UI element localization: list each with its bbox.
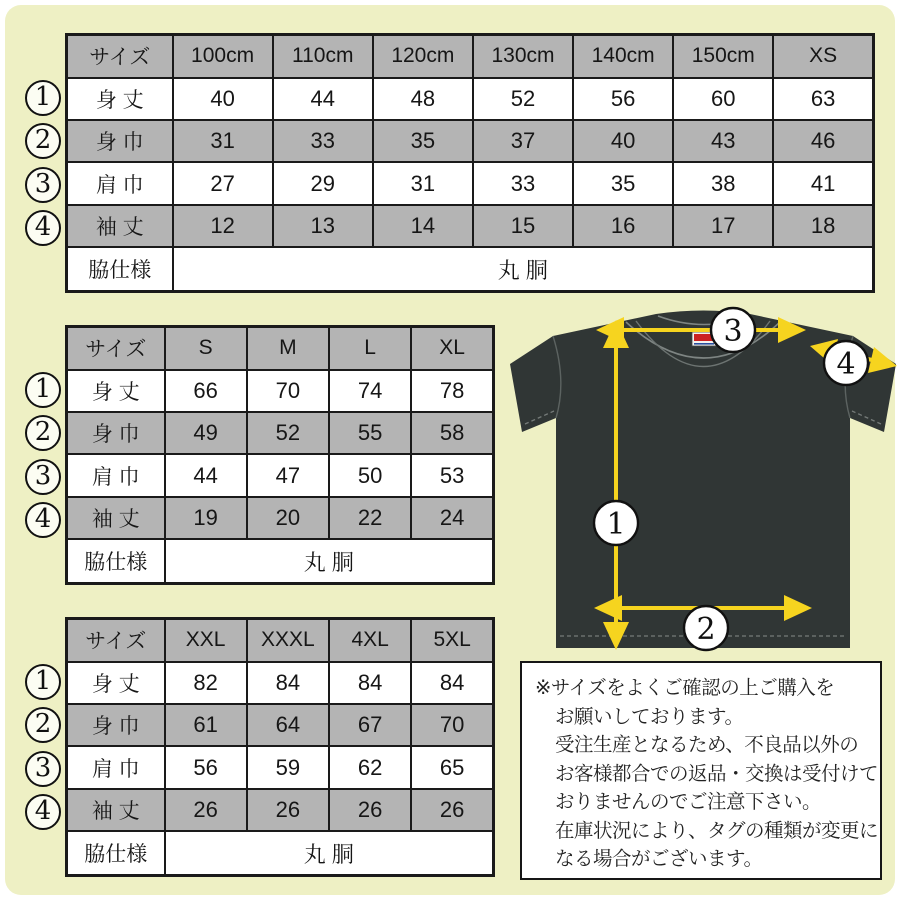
- notice-line: お客様都合での返品・交換は受付けて: [555, 762, 879, 785]
- size-value-cell: 74: [329, 370, 411, 412]
- marker-3: 3: [723, 314, 743, 349]
- size-value-cell: 33: [473, 162, 573, 204]
- size-header-label: サイズ: [67, 35, 173, 78]
- size-value-cell: 52: [473, 78, 573, 120]
- footer-label: 脇仕様: [67, 247, 173, 291]
- marker-1: 1: [606, 507, 626, 542]
- size-value-cell: 16: [573, 205, 673, 247]
- notice-line: おりませんのでご注意下さい。: [555, 791, 822, 813]
- kids-table-row-markers: [25, 33, 65, 293]
- size-value-cell: 53: [411, 454, 493, 496]
- footer-value: 丸 胴: [165, 539, 494, 583]
- size-value-cell: 56: [165, 746, 247, 788]
- size-value-cell: 61: [165, 704, 247, 746]
- tshirt-diagram: [508, 306, 900, 658]
- column-header: 150cm: [673, 35, 773, 78]
- size-value-cell: 12: [173, 205, 273, 247]
- notice-line: ※サイズをよくご確認の上ご購入を: [535, 677, 835, 699]
- notice-line: お願いしております。: [555, 705, 744, 728]
- measure-row: [67, 789, 494, 831]
- column-header: 5XL: [411, 619, 493, 662]
- footer-label: 脇仕様: [67, 831, 165, 875]
- column-header: L: [329, 327, 411, 370]
- measure-row: [67, 370, 494, 412]
- marker-2: 2: [696, 612, 716, 647]
- notice-line: 受注生産となるため、不良品以外の: [555, 734, 859, 756]
- measure-row: [67, 205, 874, 247]
- size-value-cell: 41: [773, 162, 873, 204]
- size-value-cell: 22: [329, 497, 411, 539]
- measure-row: [67, 497, 494, 539]
- size-value-cell: 70: [247, 370, 329, 412]
- row-label: 身 巾: [67, 412, 165, 454]
- header-row: [67, 327, 494, 370]
- size-value-cell: 26: [247, 789, 329, 831]
- size-value-cell: 33: [273, 120, 373, 162]
- size-value-cell: 46: [773, 120, 873, 162]
- measure-row: [67, 162, 874, 204]
- size-value-cell: 13: [273, 205, 373, 247]
- row-marker-circle: 3: [25, 751, 61, 787]
- column-header: XXXL: [247, 619, 329, 662]
- size-value-cell: 56: [573, 78, 673, 120]
- adult-table-row-markers: [25, 325, 65, 585]
- row-marker-circle: 2: [25, 707, 61, 743]
- size-value-cell: 78: [411, 370, 493, 412]
- row-label: 袖 丈: [67, 205, 173, 247]
- size-value-cell: 35: [373, 120, 473, 162]
- size-value-cell: 14: [373, 205, 473, 247]
- column-header: 4XL: [329, 619, 411, 662]
- adult-size-table: [65, 325, 495, 585]
- size-value-cell: 64: [247, 704, 329, 746]
- size-table: [65, 325, 495, 585]
- row-marker-circle: 2: [25, 415, 61, 451]
- row-marker-circle: 1: [25, 80, 61, 116]
- size-header-label: サイズ: [67, 619, 165, 662]
- row-marker-circle: 4: [25, 210, 61, 246]
- size-value-cell: 47: [247, 454, 329, 496]
- size-value-cell: 66: [165, 370, 247, 412]
- size-value-cell: 15: [473, 205, 573, 247]
- size-value-cell: 84: [329, 662, 411, 704]
- measure-row: [67, 412, 494, 454]
- size-value-cell: 37: [473, 120, 573, 162]
- size-value-cell: 84: [247, 662, 329, 704]
- row-label: 袖 丈: [67, 497, 165, 539]
- size-value-cell: 19: [165, 497, 247, 539]
- size-value-cell: 17: [673, 205, 773, 247]
- size-value-cell: 20: [247, 497, 329, 539]
- row-marker-circle: 1: [25, 372, 61, 408]
- size-value-cell: 27: [173, 162, 273, 204]
- size-value-cell: 35: [573, 162, 673, 204]
- big-size-table: [65, 617, 495, 877]
- column-header: XL: [411, 327, 493, 370]
- measure-row: [67, 454, 494, 496]
- measure-row: [67, 662, 494, 704]
- column-header: 110cm: [273, 35, 373, 78]
- header-row: [67, 619, 494, 662]
- size-value-cell: 18: [773, 205, 873, 247]
- row-label: 肩 巾: [67, 162, 173, 204]
- size-value-cell: 44: [273, 78, 373, 120]
- size-value-cell: 67: [329, 704, 411, 746]
- size-value-cell: 48: [373, 78, 473, 120]
- footer-label: 脇仕様: [67, 539, 165, 583]
- column-header: 100cm: [173, 35, 273, 78]
- row-marker-circle: 2: [25, 123, 61, 159]
- size-value-cell: 26: [329, 789, 411, 831]
- big-table-row-markers: [25, 617, 65, 877]
- size-value-cell: 63: [773, 78, 873, 120]
- row-label: 袖 丈: [67, 789, 165, 831]
- size-table: [65, 617, 495, 877]
- footer-value: 丸 胴: [173, 247, 874, 291]
- footer-value: 丸 胴: [165, 831, 494, 875]
- column-header: 130cm: [473, 35, 573, 78]
- column-header: 120cm: [373, 35, 473, 78]
- row-marker-circle: 3: [25, 167, 61, 203]
- size-value-cell: 24: [411, 497, 493, 539]
- marker-4: 4: [836, 347, 856, 382]
- notice-line: 在庫状況により、タグの種類が変更に: [555, 819, 879, 842]
- footer-row: [67, 539, 494, 583]
- measure-row: [67, 120, 874, 162]
- size-value-cell: 40: [173, 78, 273, 120]
- size-value-cell: 43: [673, 120, 773, 162]
- row-label: 身 丈: [67, 370, 165, 412]
- row-marker-circle: 3: [25, 459, 61, 495]
- measure-row: [67, 746, 494, 788]
- size-value-cell: 49: [165, 412, 247, 454]
- size-value-cell: 31: [173, 120, 273, 162]
- column-header: M: [247, 327, 329, 370]
- size-value-cell: 50: [329, 454, 411, 496]
- row-label: 身 丈: [67, 662, 165, 704]
- notice-line: なる場合がございます。: [555, 848, 763, 870]
- row-label: 肩 巾: [67, 454, 165, 496]
- size-value-cell: 70: [411, 704, 493, 746]
- measure-row: [67, 704, 494, 746]
- column-header: XS: [773, 35, 873, 78]
- size-value-cell: 26: [165, 789, 247, 831]
- size-value-cell: 62: [329, 746, 411, 788]
- kids-size-table: [65, 33, 875, 293]
- size-value-cell: 82: [165, 662, 247, 704]
- tshirt-illustration: [508, 306, 900, 658]
- column-header: 140cm: [573, 35, 673, 78]
- size-value-cell: 40: [573, 120, 673, 162]
- size-value-cell: 52: [247, 412, 329, 454]
- row-label: 身 丈: [67, 78, 173, 120]
- column-header: XXL: [165, 619, 247, 662]
- row-label: 身 巾: [67, 704, 165, 746]
- row-label: 身 巾: [67, 120, 173, 162]
- row-marker-circle: 4: [25, 794, 61, 830]
- size-value-cell: 84: [411, 662, 493, 704]
- row-label: 肩 巾: [67, 746, 165, 788]
- size-value-cell: 58: [411, 412, 493, 454]
- footer-row: [67, 831, 494, 875]
- size-value-cell: 31: [373, 162, 473, 204]
- size-value-cell: 38: [673, 162, 773, 204]
- size-value-cell: 29: [273, 162, 373, 204]
- size-value-cell: 59: [247, 746, 329, 788]
- size-table: [65, 33, 875, 293]
- size-value-cell: 65: [411, 746, 493, 788]
- size-value-cell: 26: [411, 789, 493, 831]
- notice-box: [520, 661, 882, 880]
- header-row: [67, 35, 874, 78]
- column-header: S: [165, 327, 247, 370]
- size-header-label: サイズ: [67, 327, 165, 370]
- size-value-cell: 60: [673, 78, 773, 120]
- footer-row: [67, 247, 874, 291]
- measure-row: [67, 78, 874, 120]
- row-marker-circle: 1: [25, 664, 61, 700]
- size-value-cell: 55: [329, 412, 411, 454]
- row-marker-circle: 4: [25, 502, 61, 538]
- size-value-cell: 44: [165, 454, 247, 496]
